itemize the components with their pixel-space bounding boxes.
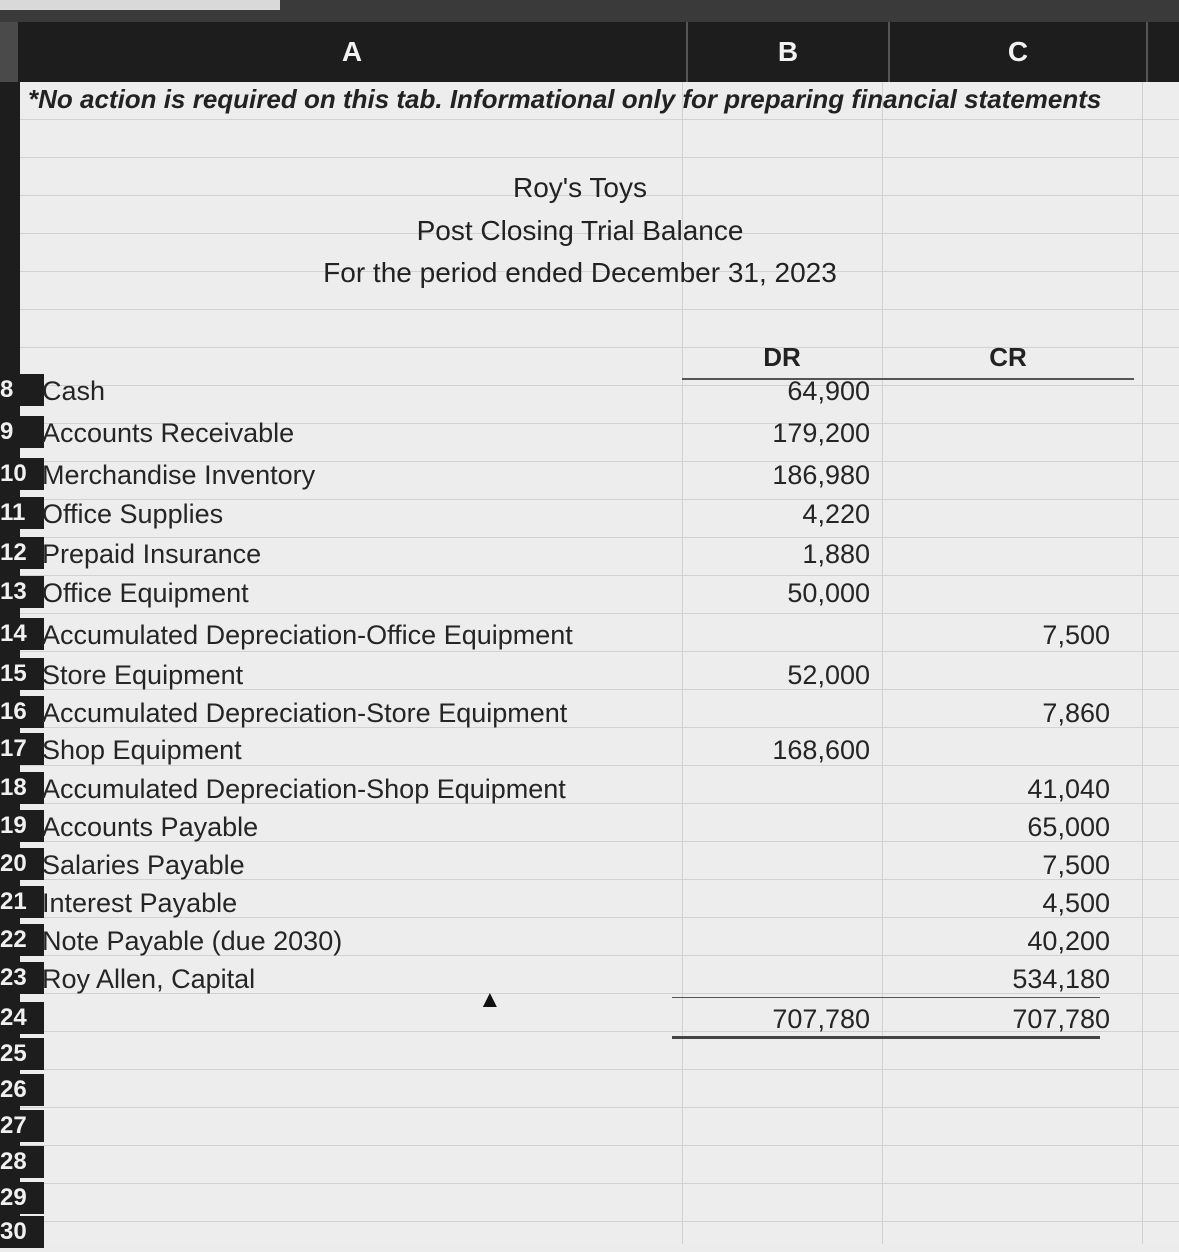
debit-cell[interactable]: 52,000 bbox=[787, 660, 870, 690]
row-number[interactable]: 30 bbox=[0, 1216, 44, 1248]
row-number[interactable]: 14 bbox=[0, 618, 44, 650]
row-number[interactable]: 9 bbox=[0, 416, 44, 448]
debit-cell[interactable]: 64,900 bbox=[787, 376, 870, 406]
account-name-cell[interactable]: Office Equipment bbox=[42, 578, 249, 608]
account-name-cell[interactable]: Accounts Receivable bbox=[42, 418, 295, 448]
table-row[interactable] bbox=[0, 731, 1179, 769]
credit-cell[interactable]: 4,500 bbox=[1042, 888, 1110, 918]
account-name-cell[interactable]: Prepaid Insurance bbox=[42, 539, 262, 569]
credit-cell[interactable]: 40,200 bbox=[1027, 926, 1110, 956]
debit-cell[interactable]: 168,600 bbox=[772, 735, 870, 765]
table-row[interactable] bbox=[0, 372, 1179, 410]
row-number[interactable]: 15 bbox=[0, 658, 44, 690]
sheet-tab-strip[interactable] bbox=[0, 0, 280, 10]
select-all-corner[interactable] bbox=[0, 22, 18, 82]
credit-cell[interactable]: 7,500 bbox=[1042, 620, 1110, 650]
account-name-cell[interactable]: Interest Payable bbox=[42, 888, 238, 918]
account-name-cell[interactable]: Note Payable (due 2030) bbox=[42, 926, 343, 956]
credit-cell[interactable]: 7,500 bbox=[1042, 850, 1110, 880]
table-row[interactable] bbox=[0, 414, 1179, 452]
cr-column-header: CR bbox=[989, 342, 1027, 372]
debit-cell[interactable]: 179,200 bbox=[772, 418, 870, 448]
debit-cell[interactable]: 1,880 bbox=[802, 539, 870, 569]
company-name: Roy's Toys bbox=[513, 172, 647, 203]
row-number[interactable]: 10 bbox=[0, 458, 44, 490]
row-number[interactable]: 17 bbox=[0, 733, 44, 765]
row-number[interactable]: 28 bbox=[0, 1146, 44, 1178]
table-row[interactable] bbox=[0, 884, 1179, 922]
table-row[interactable] bbox=[0, 656, 1179, 694]
table-row[interactable] bbox=[0, 1108, 1179, 1146]
table-row[interactable] bbox=[0, 1144, 1179, 1182]
column-header-c[interactable]: C bbox=[890, 22, 1148, 82]
row-number[interactable]: 19 bbox=[0, 810, 44, 842]
account-name-cell[interactable]: Accumulated Depreciation-Store Equipment bbox=[42, 698, 568, 728]
account-name-cell[interactable]: Shop Equipment bbox=[42, 735, 242, 765]
table-row[interactable] bbox=[0, 535, 1179, 573]
debit-cell[interactable]: 4,220 bbox=[802, 499, 870, 529]
table-row[interactable] bbox=[0, 574, 1179, 612]
credit-cell[interactable]: 7,860 bbox=[1042, 698, 1110, 728]
table-row[interactable] bbox=[0, 922, 1179, 960]
debit-cell[interactable]: 50,000 bbox=[787, 578, 870, 608]
row-number[interactable]: 26 bbox=[0, 1074, 44, 1106]
row-number[interactable]: 22 bbox=[0, 924, 44, 956]
credit-cell[interactable]: 707,780 bbox=[1012, 1004, 1110, 1034]
credit-cell[interactable]: 65,000 bbox=[1027, 812, 1110, 842]
row-number[interactable]: 29 bbox=[0, 1182, 44, 1214]
table-row[interactable] bbox=[0, 1000, 1179, 1038]
account-name-cell[interactable]: Cash bbox=[42, 376, 106, 406]
account-name-cell[interactable]: Store Equipment bbox=[42, 660, 244, 690]
account-name-cell[interactable]: Merchandise Inventory bbox=[42, 460, 316, 490]
account-name-cell[interactable]: Accounts Payable bbox=[42, 812, 259, 842]
total-double-underline bbox=[672, 1036, 1100, 1039]
column-header-bar bbox=[0, 22, 1179, 82]
row-number[interactable]: 23 bbox=[0, 962, 44, 994]
account-name-cell[interactable]: Office Supplies bbox=[42, 499, 224, 529]
debit-cell[interactable]: 707,780 bbox=[772, 1004, 870, 1034]
row-number[interactable]: 20 bbox=[0, 848, 44, 880]
row-number[interactable]: 27 bbox=[0, 1110, 44, 1142]
row-number[interactable]: 21 bbox=[0, 886, 44, 918]
column-header-a[interactable]: A bbox=[18, 22, 688, 82]
dr-column-header: DR bbox=[763, 342, 801, 372]
mouse-pointer-icon: ▲ bbox=[478, 986, 502, 1013]
row-number[interactable]: 13 bbox=[0, 576, 44, 608]
table-row[interactable] bbox=[0, 694, 1179, 732]
account-name-cell[interactable]: Accumulated Depreciation-Office Equipment bbox=[42, 620, 573, 650]
total-top-border bbox=[672, 997, 1100, 998]
debit-cell[interactable]: 186,980 bbox=[772, 460, 870, 490]
account-name-cell[interactable]: Roy Allen, Capital bbox=[42, 964, 256, 994]
row-number[interactable]: 25 bbox=[0, 1038, 44, 1070]
table-row[interactable] bbox=[0, 1072, 1179, 1110]
window-top-bar bbox=[0, 0, 1179, 22]
row-number[interactable]: 18 bbox=[0, 772, 44, 804]
credit-cell[interactable]: 534,180 bbox=[1012, 964, 1110, 994]
row-number[interactable]: 24 bbox=[0, 1002, 44, 1034]
table-row[interactable] bbox=[0, 846, 1179, 884]
table-row[interactable] bbox=[0, 456, 1179, 494]
account-name-cell[interactable]: Accumulated Depreciation-Shop Equipment bbox=[42, 774, 566, 804]
table-row[interactable] bbox=[0, 770, 1179, 808]
account-name-cell[interactable]: Salaries Payable bbox=[42, 850, 245, 880]
row-number[interactable]: 8 bbox=[0, 374, 44, 406]
row-number[interactable]: 12 bbox=[0, 537, 44, 569]
credit-cell[interactable]: 41,040 bbox=[1027, 774, 1110, 804]
table-row[interactable] bbox=[0, 1036, 1179, 1074]
table-row[interactable] bbox=[0, 1180, 1179, 1218]
column-header-b[interactable]: B bbox=[688, 22, 890, 82]
report-title: Post Closing Trial Balance bbox=[416, 215, 744, 246]
table-row[interactable] bbox=[0, 960, 1179, 998]
table-row[interactable] bbox=[0, 495, 1179, 533]
table-row[interactable] bbox=[0, 616, 1179, 654]
row-number[interactable]: 16 bbox=[0, 696, 44, 728]
informational-note: *No action is required on this tab. Informational only for preparing financial statements bbox=[28, 84, 1102, 114]
row-number[interactable]: 11 bbox=[0, 497, 44, 529]
table-row[interactable] bbox=[0, 1214, 1179, 1252]
table-row[interactable] bbox=[0, 808, 1179, 846]
report-period: For the period ended December 31, 2023 bbox=[323, 257, 837, 288]
